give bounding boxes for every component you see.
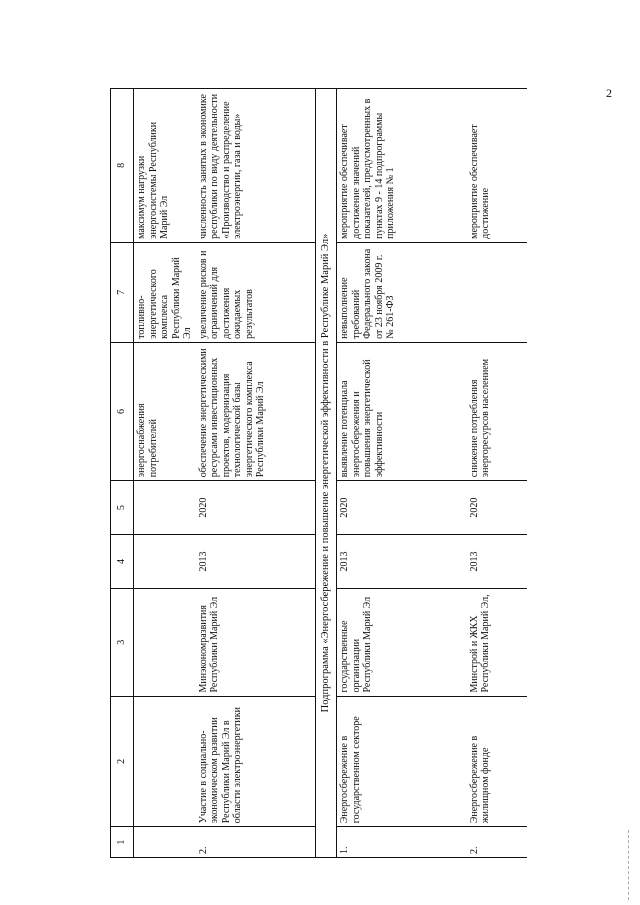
cell-num: 2. bbox=[467, 827, 527, 858]
table-row bbox=[467, 89, 527, 858]
col-header: 7 bbox=[111, 242, 134, 342]
col-header: 5 bbox=[111, 481, 134, 535]
scan-mark bbox=[628, 830, 630, 900]
subprogram-row bbox=[316, 89, 337, 858]
cell-result: обеспечение энергетическими ресурсами инвестиционных проектов, модернизация технологической базы энергетического комплекса Республики Марий Эл bbox=[196, 342, 316, 480]
cell-start: 2013 bbox=[467, 535, 527, 589]
cell-end: 2020 bbox=[337, 481, 467, 535]
cell-end: 2020 bbox=[196, 481, 316, 535]
table-row bbox=[196, 89, 316, 858]
col-header: 2 bbox=[111, 696, 134, 827]
cell-num: 2. bbox=[196, 827, 316, 858]
cell-link: мероприятие обеспечивает достижение значений показателей, предусмотренных в пунктах 9 - 14 подпрограммы приложения № 1 bbox=[337, 89, 467, 243]
cell-num bbox=[134, 827, 196, 858]
cell-result: снижение потребления энергоресурсов населением bbox=[467, 342, 527, 480]
table-row bbox=[134, 89, 196, 858]
cell-link: максимум нагрузки энергосистемы Республики Марий Эл bbox=[134, 89, 196, 243]
cell-name bbox=[134, 696, 196, 827]
col-header: 1 bbox=[111, 827, 134, 858]
cell-start: 2013 bbox=[337, 535, 467, 589]
measures-table bbox=[110, 88, 527, 858]
cell-name: Энергосбережение в государственном секторе bbox=[337, 696, 467, 827]
subprogram-title: Подпрограмма «Энергосбережение и повышение энергетической эффективности в Республике Марий Эл» bbox=[316, 89, 337, 858]
cell-num: 1. bbox=[337, 827, 467, 858]
cell-risk bbox=[467, 242, 527, 342]
col-header: 8 bbox=[111, 89, 134, 243]
cell-link: мероприятие обеспечивает достижение bbox=[467, 89, 527, 243]
table-row bbox=[337, 89, 467, 858]
col-header: 4 bbox=[111, 535, 134, 589]
cell-risk: увеличение рисков и ограничений для достижения ожидаемых результатов bbox=[196, 242, 316, 342]
cell-end: 2020 bbox=[467, 481, 527, 535]
cell-exec: Минэкономразвития Республики Марий Эл bbox=[196, 588, 316, 696]
cell-result: выявление потенциала энергосбережения и повышения энергетической эффективности bbox=[337, 342, 467, 480]
cell-start bbox=[134, 535, 196, 589]
cell-end bbox=[134, 481, 196, 535]
rotated-table-container bbox=[110, 88, 520, 858]
cell-risk: топливно-энергетического комплекса Республики Марий Эл bbox=[134, 242, 196, 342]
cell-link: численность занятых в экономике республики по виду деятельности «Производство и распределение электроэнергии, газа и воды» bbox=[196, 89, 316, 243]
cell-name: Энергосбережение в жилищном фонде bbox=[467, 696, 527, 827]
cell-result: энергоснабжения потребителей bbox=[134, 342, 196, 480]
cell-exec bbox=[134, 588, 196, 696]
cell-exec: государственные организации Республики Марий Эл bbox=[337, 588, 467, 696]
cell-name: Участие в социально-экономическом развитии Республики Марий Эл в области электроэнергетики bbox=[196, 696, 316, 827]
cell-risk: невыполнение требований Федерального закона от 23 ноября 2009 г. № 261-ФЗ bbox=[337, 242, 467, 342]
cell-exec: Минстрой и ЖКХ Республики Марий Эл, bbox=[467, 588, 527, 696]
col-header: 3 bbox=[111, 588, 134, 696]
cell-start: 2013 bbox=[196, 535, 316, 589]
page-number: 2 bbox=[606, 86, 612, 100]
header-row bbox=[111, 89, 134, 858]
col-header: 6 bbox=[111, 342, 134, 480]
